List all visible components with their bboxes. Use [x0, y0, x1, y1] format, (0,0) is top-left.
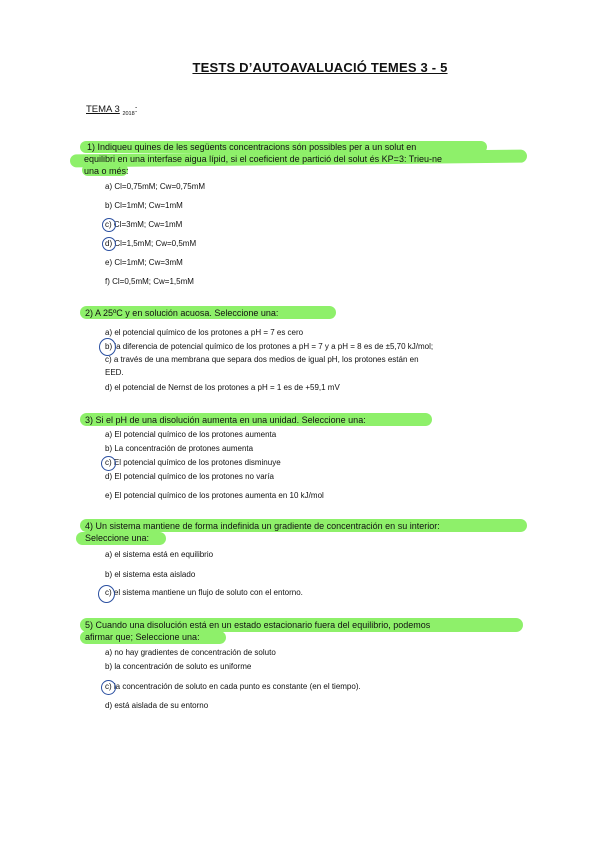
- question-4-text: [85, 520, 440, 544]
- section-heading: [86, 104, 137, 117]
- option-item: a) el sistema está en equilibrio: [105, 550, 214, 559]
- option-item: e) Cl=1mM; Cw=3mM: [105, 258, 183, 267]
- option-item: a) no hay gradientes de concentración de soluto: [105, 648, 276, 657]
- option-item: b) el sistema esta aislado: [105, 570, 196, 579]
- option-item: a) Cl=0,75mM; Cw=0,75mM: [105, 182, 206, 191]
- answer-circle-mark: [101, 680, 116, 695]
- question-line: 3) Si el pH de una disolución aumenta en una unidad. Seleccione una:: [85, 415, 366, 425]
- section-suffix: :: [134, 104, 138, 115]
- question-1-text: [84, 141, 442, 177]
- question-line: afirmar que; Seleccione una:: [85, 632, 200, 642]
- option-item: a) el potencial químico de los protones a pH = 7 es cero: [105, 328, 304, 337]
- question-2-text: [85, 307, 278, 319]
- option-item: c) El potencial químico de los protones disminuye: [105, 458, 281, 467]
- answer-circle-mark: [98, 585, 115, 603]
- question-line: Seleccione una:: [85, 533, 150, 543]
- option-item: c) el sistema mantiene un flujo de soluto con el entorno.: [105, 588, 303, 597]
- option-item: d) está aislada de su entorno: [105, 701, 209, 710]
- question-line: 1) Indiqueu quines de les següents concentracions són possibles per a un solut en: [87, 142, 417, 152]
- answer-circle-mark: [102, 218, 116, 232]
- option-item: d) el potencial de Nernst de los protones a pH = 1 es de +59,1 mV: [105, 383, 340, 392]
- option-item: a) El potencial químico de los protones aumenta: [105, 430, 277, 439]
- question-line: 5) Cuando una disolución está en un estado estacionario fuera del equilibrio, podemos: [85, 620, 431, 630]
- question-line: una o més:: [84, 166, 129, 176]
- option-item: c) a través de una membrana que separa dos medios de igual pH, los protones están en: [105, 355, 419, 364]
- section-year: 2018: [122, 110, 135, 117]
- answer-circle-mark: [102, 237, 116, 251]
- option-item: b) Cl=1mM; Cw=1mM: [105, 201, 183, 210]
- option-item: c) la concentración de soluto en cada punto es constante (en el tiempo).: [105, 682, 361, 691]
- page-title: TESTS D’AUTOAVALUACIÓ TEMES 3 - 5: [192, 60, 448, 75]
- option-item: c) Cl=3mM; Cw=1mM: [105, 220, 183, 229]
- option-item: f) Cl=0,5mM; Cw=1,5mM: [105, 277, 194, 286]
- question-3-text: [85, 414, 366, 426]
- answer-circle-mark: [99, 338, 116, 356]
- question-5-text: [85, 619, 430, 643]
- option-item: b) la diferencia de potencial químico de los protones a pH = 7 y a pH = 8 es de ±5,70 kJ/mol;: [105, 342, 434, 351]
- option-item: d) Cl=1,5mM; Cw=0,5mM: [105, 239, 197, 248]
- option-item: b) La concentración de protones aumenta: [105, 444, 254, 453]
- question-line: 4) Un sistema mantiene de forma indefinida un gradiente de concentración en su interior:: [85, 521, 440, 531]
- option-item: EED.: [105, 368, 124, 377]
- question-line: equilibri en una interfase aigua lípid, si el coeficient de partició del solut és KP=3: Trieu-ne: [84, 154, 442, 164]
- option-item: e) El potencial químico de los protones aumenta en 10 kJ/mol: [105, 491, 324, 500]
- option-item: d) El potencial químico de los protones no varía: [105, 472, 274, 481]
- section-label: TEMA 3: [86, 104, 120, 115]
- answer-circle-mark: [101, 456, 116, 471]
- question-line: 2) A 25ºC y en solución acuosa. Seleccione una:: [85, 308, 279, 318]
- option-item: b) la concentración de soluto es uniforme: [105, 662, 252, 671]
